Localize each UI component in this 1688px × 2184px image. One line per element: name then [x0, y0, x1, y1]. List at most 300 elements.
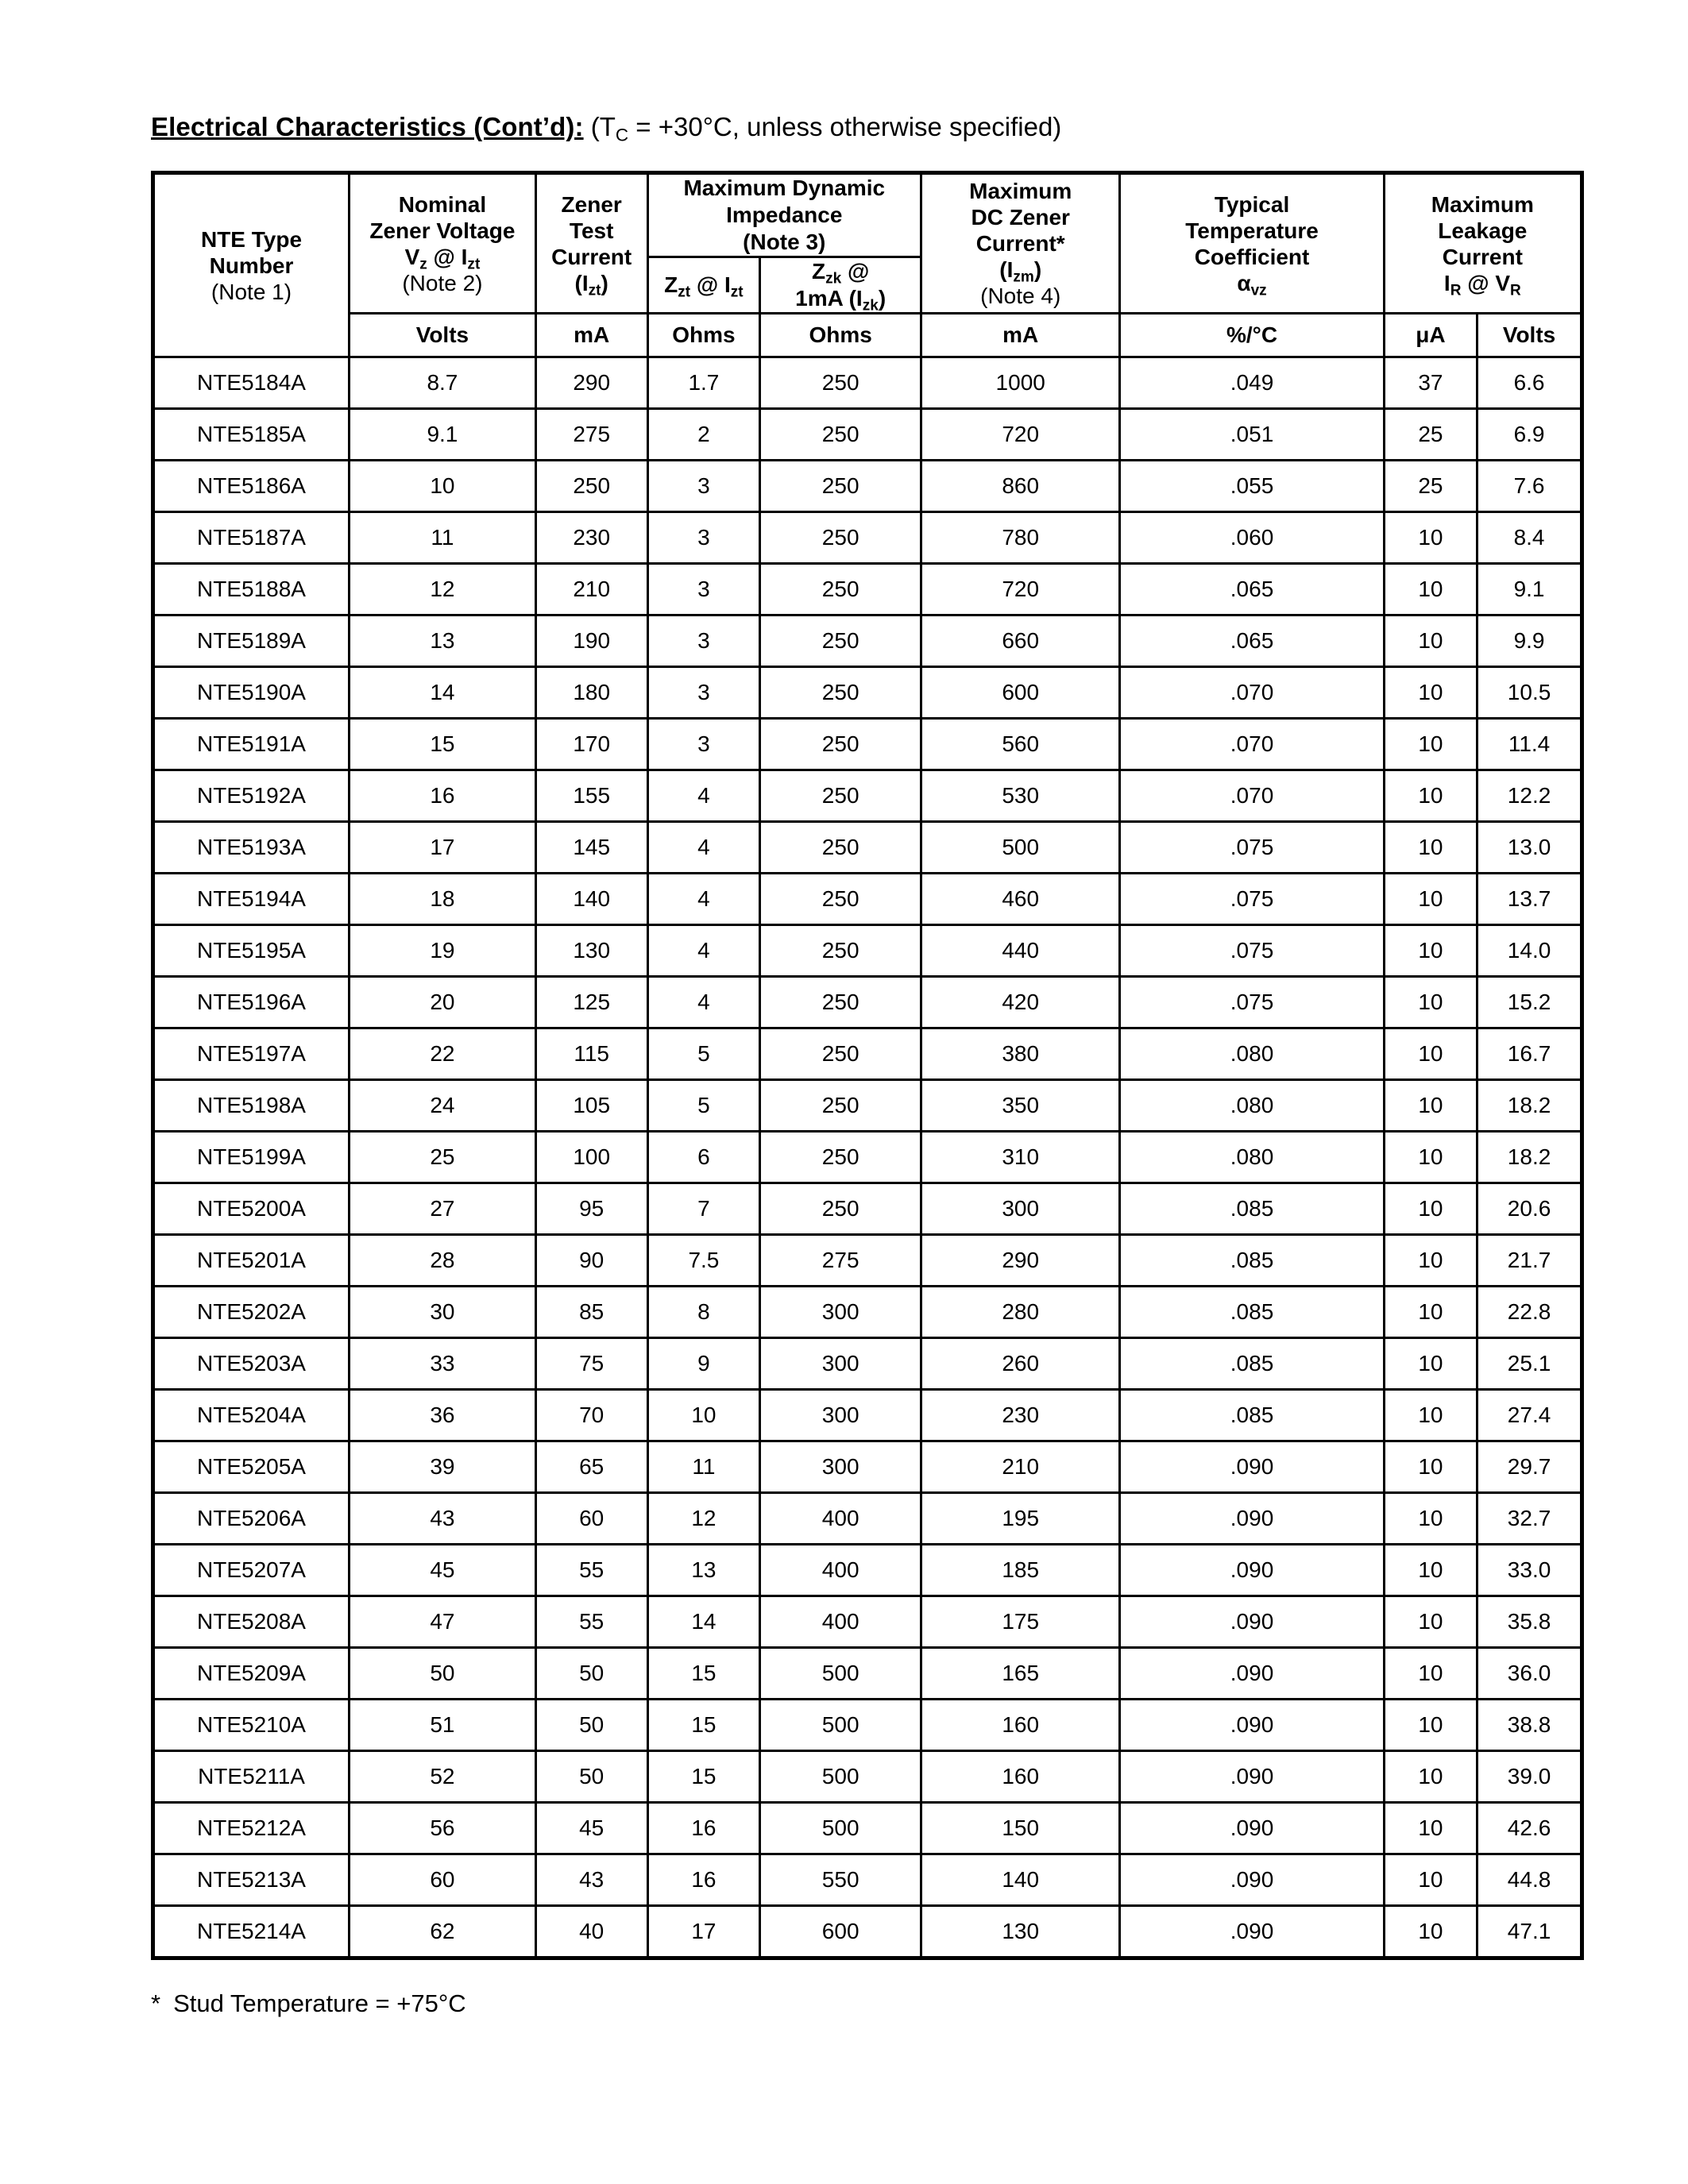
- cell-dc-zener-current: 530: [921, 770, 1120, 822]
- cell-zener-voltage: 30: [350, 1287, 536, 1338]
- cell-leakage-vr: 32.7: [1477, 1493, 1582, 1545]
- cell-zzk: 400: [760, 1493, 921, 1545]
- cell-part-number: NTE5189A: [153, 615, 350, 667]
- cell-leakage-vr: 9.9: [1477, 615, 1582, 667]
- cell-dc-zener-current: 1000: [921, 357, 1120, 409]
- cell-zzt: 3: [647, 564, 760, 615]
- cell-temperature-coefficient: .080: [1120, 1080, 1384, 1132]
- cell-test-current: 275: [535, 409, 647, 461]
- table-header: [153, 173, 1582, 357]
- cell-leakage-vr: 6.9: [1477, 409, 1582, 461]
- cell-leakage-ir: 10: [1384, 1080, 1477, 1132]
- cell-zener-voltage: 25: [350, 1132, 536, 1183]
- cell-temperature-coefficient: .075: [1120, 822, 1384, 874]
- cell-zzt: 3: [647, 512, 760, 564]
- cell-part-number: NTE5198A: [153, 1080, 350, 1132]
- table-row: [153, 1441, 1582, 1493]
- cell-part-number: NTE5210A: [153, 1700, 350, 1751]
- cell-dc-zener-current: 780: [921, 512, 1120, 564]
- cell-dc-zener-current: 380: [921, 1028, 1120, 1080]
- cell-temperature-coefficient: .085: [1120, 1390, 1384, 1441]
- cell-zzk: 250: [760, 1080, 921, 1132]
- cell-zzk: 250: [760, 615, 921, 667]
- cell-zener-voltage: 17: [350, 822, 536, 874]
- table-row: [153, 357, 1582, 409]
- cell-part-number: NTE5201A: [153, 1235, 350, 1287]
- column-header-zzk: [760, 257, 921, 314]
- header-row-main: [153, 173, 1582, 257]
- table-row: [153, 1235, 1582, 1287]
- cell-test-current: 180: [535, 667, 647, 719]
- table-row: [153, 1545, 1582, 1596]
- table-body: [153, 357, 1582, 1958]
- cell-zzt: 7.5: [647, 1235, 760, 1287]
- cell-test-current: 50: [535, 1751, 647, 1803]
- cell-zzt: 4: [647, 925, 760, 977]
- cell-temperature-coefficient: .090: [1120, 1803, 1384, 1854]
- column-header-zzt: [647, 257, 760, 314]
- cell-test-current: 115: [535, 1028, 647, 1080]
- table-row: [153, 1493, 1582, 1545]
- cell-test-current: 170: [535, 719, 647, 770]
- cell-zzt: 3: [647, 461, 760, 512]
- header-symbol: $I_R$ @ $V_R$: [1443, 270, 1521, 299]
- cell-dc-zener-current: 860: [921, 461, 1120, 512]
- cell-zener-voltage: 14: [350, 667, 536, 719]
- cell-leakage-vr: 38.8: [1477, 1700, 1582, 1751]
- table-row: [153, 1028, 1582, 1080]
- cell-part-number: NTE5192A: [153, 770, 350, 822]
- header-line-3: Current: [1442, 244, 1523, 269]
- cell-leakage-vr: 13.7: [1477, 874, 1582, 925]
- cell-zzt: 4: [647, 874, 760, 925]
- cell-zener-voltage: 28: [350, 1235, 536, 1287]
- cell-dc-zener-current: 230: [921, 1390, 1120, 1441]
- cell-temperature-coefficient: .090: [1120, 1596, 1384, 1648]
- cell-leakage-vr: 47.1: [1477, 1906, 1582, 1958]
- cell-leakage-vr: 42.6: [1477, 1803, 1582, 1854]
- cell-dc-zener-current: 300: [921, 1183, 1120, 1235]
- cell-part-number: NTE5188A: [153, 564, 350, 615]
- cell-temperature-coefficient: .090: [1120, 1648, 1384, 1700]
- header-note: (Note 1): [211, 279, 292, 304]
- cell-zzt: 3: [647, 719, 760, 770]
- cell-zener-voltage: 15: [350, 719, 536, 770]
- table-row: [153, 719, 1582, 770]
- cell-zzk: 550: [760, 1854, 921, 1906]
- cell-zzt: 5: [647, 1028, 760, 1080]
- table-row: [153, 615, 1582, 667]
- cell-leakage-vr: 8.4: [1477, 512, 1582, 564]
- table-row: [153, 1390, 1582, 1441]
- cell-zzk: 500: [760, 1803, 921, 1854]
- cell-zzt: 4: [647, 822, 760, 874]
- units-temperature-coefficient: %/°C: [1120, 314, 1384, 357]
- cell-zener-voltage: 51: [350, 1700, 536, 1751]
- cell-leakage-vr: 6.6: [1477, 357, 1582, 409]
- cell-leakage-ir: 10: [1384, 1854, 1477, 1906]
- cell-temperature-coefficient: .070: [1120, 719, 1384, 770]
- header-note: (Note 4): [980, 284, 1061, 308]
- cell-zener-voltage: 10: [350, 461, 536, 512]
- cell-leakage-vr: 22.8: [1477, 1287, 1582, 1338]
- cell-leakage-vr: 13.0: [1477, 822, 1582, 874]
- cell-temperature-coefficient: .080: [1120, 1028, 1384, 1080]
- electrical-characteristics-table-wrapper: [151, 171, 1584, 1960]
- table-row: [153, 1596, 1582, 1648]
- cell-part-number: NTE5187A: [153, 512, 350, 564]
- cell-zzk: 600: [760, 1906, 921, 1958]
- cell-zener-voltage: 9.1: [350, 409, 536, 461]
- cell-zzt: 5: [647, 1080, 760, 1132]
- cell-part-number: NTE5197A: [153, 1028, 350, 1080]
- cell-dc-zener-current: 150: [921, 1803, 1120, 1854]
- cell-zzk: 500: [760, 1648, 921, 1700]
- cell-part-number: NTE5186A: [153, 461, 350, 512]
- header-line-1: Nominal: [398, 191, 487, 217]
- cell-test-current: 140: [535, 874, 647, 925]
- cell-leakage-vr: 29.7: [1477, 1441, 1582, 1493]
- cell-leakage-vr: 27.4: [1477, 1390, 1582, 1441]
- cell-leakage-vr: 36.0: [1477, 1648, 1582, 1700]
- table-row: [153, 1183, 1582, 1235]
- cell-leakage-ir: 10: [1384, 1648, 1477, 1700]
- cell-leakage-vr: 20.6: [1477, 1183, 1582, 1235]
- cell-test-current: 55: [535, 1545, 647, 1596]
- header-note: (Note 3): [743, 230, 826, 254]
- cell-part-number: NTE5203A: [153, 1338, 350, 1390]
- table-row: [153, 1751, 1582, 1803]
- cell-test-current: 145: [535, 822, 647, 874]
- cell-leakage-vr: 15.2: [1477, 977, 1582, 1028]
- cell-zzt: 4: [647, 770, 760, 822]
- cell-test-current: 65: [535, 1441, 647, 1493]
- cell-zzt: 3: [647, 667, 760, 719]
- cell-leakage-vr: 18.2: [1477, 1080, 1582, 1132]
- cell-zzk: 300: [760, 1338, 921, 1390]
- cell-leakage-ir: 25: [1384, 461, 1477, 512]
- cell-leakage-vr: 44.8: [1477, 1854, 1582, 1906]
- cell-leakage-vr: 12.2: [1477, 770, 1582, 822]
- units-zener-voltage: Volts: [350, 314, 536, 357]
- cell-leakage-ir: 25: [1384, 409, 1477, 461]
- cell-test-current: 50: [535, 1700, 647, 1751]
- cell-zener-voltage: 27: [350, 1183, 536, 1235]
- cell-part-number: NTE5194A: [153, 874, 350, 925]
- header-line-2: Impedance: [726, 203, 843, 227]
- cell-temperature-coefficient: .080: [1120, 1132, 1384, 1183]
- cell-leakage-ir: 10: [1384, 615, 1477, 667]
- column-header-dc-zener-current: [921, 173, 1120, 314]
- cell-zzt: 15: [647, 1648, 760, 1700]
- column-header-temperature-coefficient: [1120, 173, 1384, 314]
- cell-zener-voltage: 62: [350, 1906, 536, 1958]
- cell-leakage-vr: 14.0: [1477, 925, 1582, 977]
- table-row: [153, 822, 1582, 874]
- cell-leakage-ir: 10: [1384, 667, 1477, 719]
- cell-temperature-coefficient: .075: [1120, 977, 1384, 1028]
- cell-leakage-vr: 11.4: [1477, 719, 1582, 770]
- cell-leakage-ir: 10: [1384, 1493, 1477, 1545]
- cell-zener-voltage: 22: [350, 1028, 536, 1080]
- cell-temperature-coefficient: .065: [1120, 615, 1384, 667]
- cell-test-current: 75: [535, 1338, 647, 1390]
- cell-dc-zener-current: 210: [921, 1441, 1120, 1493]
- cell-zzk: 250: [760, 770, 921, 822]
- cell-zzt: 17: [647, 1906, 760, 1958]
- cell-zzk: 250: [760, 1183, 921, 1235]
- table-row: [153, 1132, 1582, 1183]
- cell-test-current: 85: [535, 1287, 647, 1338]
- table-row: [153, 564, 1582, 615]
- cell-test-current: 130: [535, 925, 647, 977]
- cell-temperature-coefficient: .090: [1120, 1906, 1384, 1958]
- cell-zzk: 250: [760, 822, 921, 874]
- cell-test-current: 190: [535, 615, 647, 667]
- cell-part-number: NTE5204A: [153, 1390, 350, 1441]
- cell-temperature-coefficient: .065: [1120, 564, 1384, 615]
- header-line-1: Maximum Dynamic: [683, 176, 886, 200]
- cell-zzk: 500: [760, 1700, 921, 1751]
- cell-temperature-coefficient: .070: [1120, 667, 1384, 719]
- header-symbol: $V_z$ @ $I_{zt}$: [404, 244, 481, 272]
- cell-temperature-coefficient: .051: [1120, 409, 1384, 461]
- column-header-test-current: [535, 173, 647, 314]
- cell-leakage-ir: 10: [1384, 1751, 1477, 1803]
- cell-zzt: 8: [647, 1287, 760, 1338]
- cell-zener-voltage: 24: [350, 1080, 536, 1132]
- units-leakage-ir: μA: [1384, 314, 1477, 357]
- cell-part-number: NTE5200A: [153, 1183, 350, 1235]
- cell-zener-voltage: 8.7: [350, 357, 536, 409]
- cell-part-number: NTE5193A: [153, 822, 350, 874]
- table-row: [153, 925, 1582, 977]
- cell-zzt: 15: [647, 1751, 760, 1803]
- cell-leakage-ir: 10: [1384, 512, 1477, 564]
- table-row: [153, 874, 1582, 925]
- cell-dc-zener-current: 280: [921, 1287, 1120, 1338]
- cell-leakage-ir: 10: [1384, 564, 1477, 615]
- table-row: [153, 1287, 1582, 1338]
- cell-zener-voltage: 33: [350, 1338, 536, 1390]
- header-line-1: Zener: [561, 191, 622, 217]
- cell-leakage-vr: 9.1: [1477, 564, 1582, 615]
- units-zzk: Ohms: [760, 314, 921, 357]
- header-symbol: $(I_{zm})$: [999, 257, 1042, 286]
- cell-part-number: NTE5209A: [153, 1648, 350, 1700]
- cell-test-current: 60: [535, 1493, 647, 1545]
- table-row: [153, 512, 1582, 564]
- cell-zzt: 3: [647, 615, 760, 667]
- cell-dc-zener-current: 185: [921, 1545, 1120, 1596]
- cell-leakage-ir: 10: [1384, 719, 1477, 770]
- cell-leakage-ir: 10: [1384, 1183, 1477, 1235]
- cell-zzk: 400: [760, 1596, 921, 1648]
- cell-dc-zener-current: 560: [921, 719, 1120, 770]
- cell-leakage-ir: 10: [1384, 1596, 1477, 1648]
- cell-part-number: NTE5202A: [153, 1287, 350, 1338]
- cell-zzk: 250: [760, 409, 921, 461]
- cell-temperature-coefficient: .090: [1120, 1854, 1384, 1906]
- header-line-2: Leakage: [1438, 218, 1528, 243]
- cell-leakage-ir: 37: [1384, 357, 1477, 409]
- header-line-2: DC Zener: [971, 205, 1070, 230]
- table-row: [153, 1854, 1582, 1906]
- cell-zener-voltage: 16: [350, 770, 536, 822]
- header-symbol: $\alpha_{vz}$: [1237, 270, 1267, 299]
- header-symbol: $Z_{zt}$ @ $I_{zt}$: [664, 272, 744, 301]
- cell-zener-voltage: 60: [350, 1854, 536, 1906]
- cell-part-number: NTE5207A: [153, 1545, 350, 1596]
- cell-test-current: 230: [535, 512, 647, 564]
- cell-test-current: 50: [535, 1648, 647, 1700]
- cell-zzk: 250: [760, 461, 921, 512]
- electrical-characteristics-table: [151, 171, 1584, 1960]
- page-title: [151, 111, 1597, 143]
- cell-zener-voltage: 20: [350, 977, 536, 1028]
- table-row: [153, 1906, 1582, 1958]
- cell-zzt: 10: [647, 1390, 760, 1441]
- cell-zzt: 12: [647, 1493, 760, 1545]
- cell-zzt: 16: [647, 1803, 760, 1854]
- cell-part-number: NTE5211A: [153, 1751, 350, 1803]
- cell-zzt: 7: [647, 1183, 760, 1235]
- cell-zener-voltage: 52: [350, 1751, 536, 1803]
- cell-leakage-ir: 10: [1384, 1287, 1477, 1338]
- header-symbol-line-1: $Z_{zk}$ @: [812, 259, 870, 287]
- header-line-3: Current: [551, 244, 632, 269]
- cell-leakage-ir: 10: [1384, 1028, 1477, 1080]
- cell-leakage-ir: 10: [1384, 1803, 1477, 1854]
- cell-leakage-ir: 10: [1384, 1906, 1477, 1958]
- cell-temperature-coefficient: .085: [1120, 1183, 1384, 1235]
- cell-dc-zener-current: 290: [921, 1235, 1120, 1287]
- table-row: [153, 1648, 1582, 1700]
- cell-zzk: 250: [760, 1132, 921, 1183]
- column-header-zener-voltage: [350, 173, 536, 314]
- column-header-part-number: [153, 173, 350, 357]
- cell-zener-voltage: 43: [350, 1493, 536, 1545]
- cell-zzt: 1.7: [647, 357, 760, 409]
- header-line-2: Temperature: [1185, 218, 1319, 243]
- cell-part-number: NTE5206A: [153, 1493, 350, 1545]
- cell-zener-voltage: 19: [350, 925, 536, 977]
- cell-temperature-coefficient: .070: [1120, 770, 1384, 822]
- cell-temperature-coefficient: .085: [1120, 1287, 1384, 1338]
- cell-dc-zener-current: 130: [921, 1906, 1120, 1958]
- cell-temperature-coefficient: .060: [1120, 512, 1384, 564]
- units-zzt: Ohms: [647, 314, 760, 357]
- cell-leakage-vr: 18.2: [1477, 1132, 1582, 1183]
- cell-leakage-vr: 35.8: [1477, 1596, 1582, 1648]
- cell-test-current: 290: [535, 357, 647, 409]
- cell-zzk: 250: [760, 925, 921, 977]
- cell-zener-voltage: 50: [350, 1648, 536, 1700]
- cell-dc-zener-current: 440: [921, 925, 1120, 977]
- table-row: [153, 977, 1582, 1028]
- cell-leakage-vr: 10.5: [1477, 667, 1582, 719]
- table-row: [153, 1803, 1582, 1854]
- header-line-2: Zener Voltage: [369, 218, 516, 243]
- cell-zener-voltage: 45: [350, 1545, 536, 1596]
- cell-temperature-coefficient: .085: [1120, 1235, 1384, 1287]
- cell-zzk: 300: [760, 1390, 921, 1441]
- cell-temperature-coefficient: .090: [1120, 1545, 1384, 1596]
- cell-zener-voltage: 39: [350, 1441, 536, 1493]
- header-note: (Note 2): [402, 270, 483, 295]
- cell-part-number: NTE5214A: [153, 1906, 350, 1958]
- units-dc-zener-current: mA: [921, 314, 1120, 357]
- cell-dc-zener-current: 600: [921, 667, 1120, 719]
- cell-part-number: NTE5205A: [153, 1441, 350, 1493]
- cell-test-current: 43: [535, 1854, 647, 1906]
- cell-test-current: 95: [535, 1183, 647, 1235]
- cell-zzk: 250: [760, 874, 921, 925]
- cell-part-number: NTE5185A: [153, 409, 350, 461]
- cell-dc-zener-current: 310: [921, 1132, 1120, 1183]
- cell-dc-zener-current: 195: [921, 1493, 1120, 1545]
- cell-zener-voltage: 13: [350, 615, 536, 667]
- footnote: [151, 1989, 466, 2018]
- cell-zzk: 300: [760, 1441, 921, 1493]
- cell-leakage-ir: 10: [1384, 925, 1477, 977]
- table-row: [153, 461, 1582, 512]
- header-line-1: Typical: [1214, 191, 1290, 217]
- cell-leakage-vr: 33.0: [1477, 1545, 1582, 1596]
- header-row-units: [153, 314, 1582, 357]
- cell-zzk: 500: [760, 1751, 921, 1803]
- cell-test-current: 70: [535, 1390, 647, 1441]
- cell-zzt: 4: [647, 977, 760, 1028]
- cell-dc-zener-current: 720: [921, 409, 1120, 461]
- cell-zzk: 250: [760, 1028, 921, 1080]
- cell-test-current: 155: [535, 770, 647, 822]
- cell-leakage-ir: 10: [1384, 1441, 1477, 1493]
- cell-temperature-coefficient: .085: [1120, 1338, 1384, 1390]
- cell-temperature-coefficient: .055: [1120, 461, 1384, 512]
- cell-zener-voltage: 47: [350, 1596, 536, 1648]
- header-symbol-line-2: 1mA $(I_{zk})$: [795, 286, 886, 314]
- cell-test-current: 100: [535, 1132, 647, 1183]
- header-symbol: $(I_{zt})$: [574, 270, 608, 299]
- cell-temperature-coefficient: .075: [1120, 925, 1384, 977]
- header-line-2: Number: [209, 253, 294, 278]
- cell-dc-zener-current: 660: [921, 615, 1120, 667]
- cell-dc-zener-current: 350: [921, 1080, 1120, 1132]
- cell-temperature-coefficient: .075: [1120, 874, 1384, 925]
- cell-leakage-vr: 21.7: [1477, 1235, 1582, 1287]
- column-header-leakage-current: [1384, 173, 1582, 314]
- cell-zener-voltage: 56: [350, 1803, 536, 1854]
- cell-test-current: 125: [535, 977, 647, 1028]
- cell-leakage-ir: 10: [1384, 1700, 1477, 1751]
- units-test-current: mA: [535, 314, 647, 357]
- units-leakage-vr: Volts: [1477, 314, 1582, 357]
- cell-zener-voltage: 11: [350, 512, 536, 564]
- cell-zzk: 250: [760, 564, 921, 615]
- cell-temperature-coefficient: .090: [1120, 1700, 1384, 1751]
- cell-part-number: NTE5191A: [153, 719, 350, 770]
- cell-test-current: 250: [535, 461, 647, 512]
- cell-zzk: 300: [760, 1287, 921, 1338]
- cell-temperature-coefficient: .049: [1120, 357, 1384, 409]
- cell-zener-voltage: 36: [350, 1390, 536, 1441]
- cell-leakage-ir: 10: [1384, 1132, 1477, 1183]
- cell-leakage-vr: 39.0: [1477, 1751, 1582, 1803]
- cell-zzt: 2: [647, 409, 760, 461]
- cell-dc-zener-current: 460: [921, 874, 1120, 925]
- cell-zzt: 6: [647, 1132, 760, 1183]
